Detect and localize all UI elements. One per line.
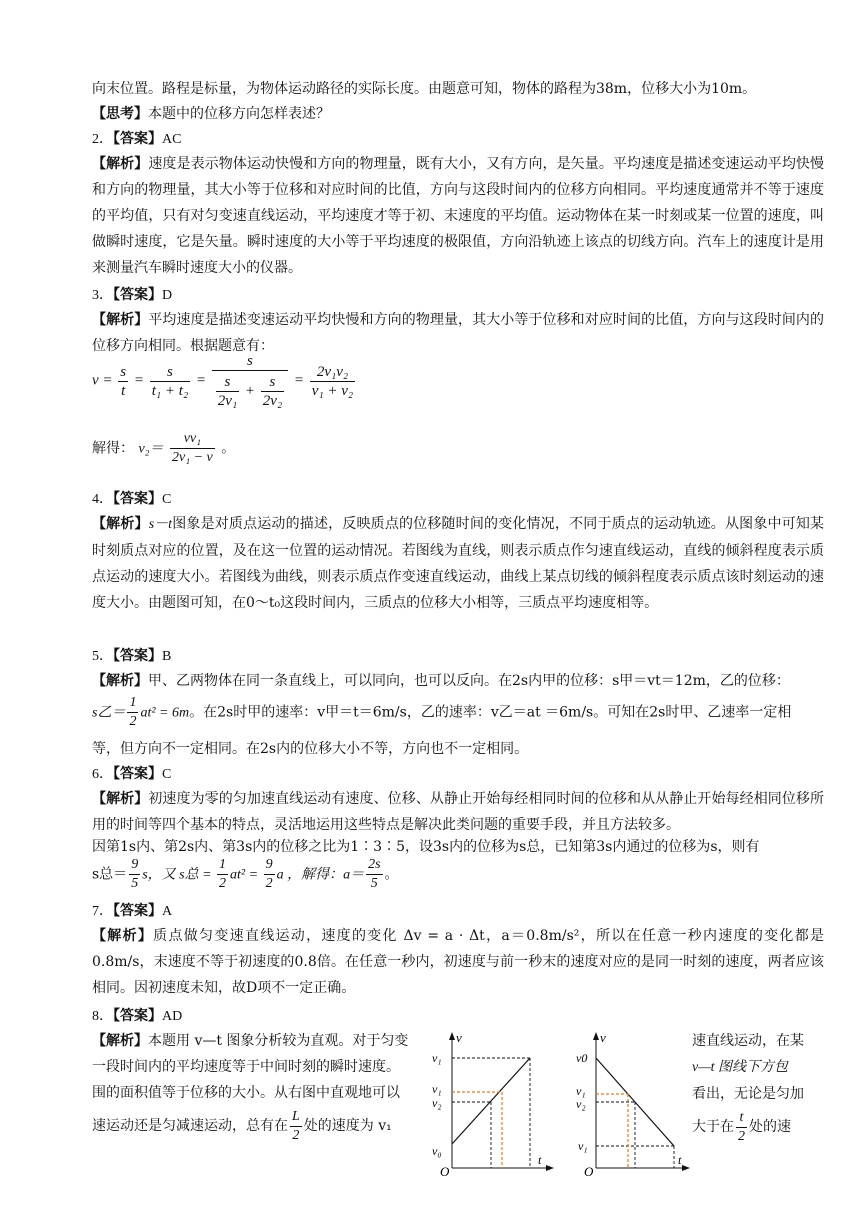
q3-equation bbox=[92, 352, 357, 410]
explanation-tag: 【解析】 bbox=[92, 673, 148, 689]
paragraph-text: 向末位置。路程是标量，为物体运动路径的实际长度。由题意可知，物体的路程为38m，位移大小为10m。 bbox=[92, 81, 757, 97]
q5-answer bbox=[92, 643, 824, 670]
numerator: s bbox=[216, 373, 239, 392]
numerator: 1 bbox=[217, 856, 228, 875]
label-v0: v₀ bbox=[432, 1144, 442, 1158]
explanation-text: 平均速度是描述变速运动平均快慢和方向的物理量，其大小等于位移和对应时间的比值，方向与这段时间内的位移方向相同。根据题意有： bbox=[92, 312, 825, 354]
numerator: s bbox=[261, 373, 284, 392]
answer-tag: 【答案】 bbox=[113, 1008, 162, 1024]
explanation-tag: 【解析】 bbox=[92, 312, 149, 328]
eq-symbol: = bbox=[102, 372, 113, 389]
text-line bbox=[692, 1107, 824, 1147]
fraction bbox=[127, 694, 138, 731]
text-line bbox=[692, 1081, 824, 1107]
denominator: 2v₁ − v bbox=[172, 450, 213, 465]
denominator: 2 bbox=[129, 714, 137, 729]
explanation-text: 本题用 v—t 图象分析较为直观。对于匀变 bbox=[148, 1033, 409, 1049]
denominator: 2v₁ bbox=[217, 393, 238, 409]
label-v0: v0 bbox=[576, 1051, 588, 1065]
q8-answer bbox=[92, 1003, 824, 1030]
text-line bbox=[92, 76, 824, 102]
denominator: 2v₂ bbox=[262, 393, 283, 409]
t-axis-arrow bbox=[546, 1165, 554, 1171]
math-term: s，又 s总 = bbox=[142, 867, 216, 883]
answer-value: D bbox=[162, 288, 173, 303]
think-text: 本题中的位移方向怎样表述？ bbox=[148, 106, 330, 122]
fraction bbox=[170, 430, 215, 467]
eq-symbol: v bbox=[92, 372, 99, 389]
denominator: 5 bbox=[131, 876, 139, 891]
answer-tag: 【答案】 bbox=[113, 131, 162, 147]
explanation-text: 围的面积值等于位移的大小。从右图中直观地可以 bbox=[92, 1085, 400, 1101]
numerator: 9 bbox=[129, 856, 140, 875]
q8-right-column bbox=[692, 1028, 824, 1147]
text-line bbox=[92, 1054, 424, 1080]
eq-symbol: v₂＝ bbox=[138, 441, 164, 457]
denominator: 2 bbox=[292, 1127, 300, 1143]
label-v1-mid: v₁ bbox=[576, 1084, 586, 1098]
explanation-text: 质点做匀变速直线运动，速度的变化 Δv = a · Δt，a＝0.8m/s²，所以在任意一秒内速度的变化都是0.8m/s，末速度不等于初速度的0.8倍。在任意一秒内，初速度与前一秒末的速度对应的是同一时刻的速度，两者应该相同。因初速度未知，故D项不一定正确。 bbox=[92, 928, 825, 996]
numerator: 2v₁v₂ bbox=[310, 363, 355, 382]
fraction bbox=[310, 363, 355, 400]
explanation-tag: 【解析】 bbox=[92, 928, 154, 944]
text-line bbox=[692, 1028, 824, 1054]
numerator: 2s bbox=[366, 856, 382, 875]
numerator: s bbox=[150, 363, 190, 382]
axis-label-v: v bbox=[456, 1030, 462, 1045]
label-v1-mid: v₁ bbox=[432, 1082, 442, 1096]
math-term: s总＝ bbox=[92, 866, 128, 883]
explanation-tag: 【解析】 bbox=[92, 791, 149, 807]
fraction bbox=[264, 856, 275, 893]
answer-tag: 【答案】 bbox=[113, 491, 162, 507]
v-axis-arrow bbox=[449, 1032, 455, 1040]
explanation-tag: 【解析】 bbox=[92, 1033, 148, 1049]
label-v2: v₂ bbox=[576, 1097, 586, 1111]
denominator: t bbox=[121, 382, 126, 399]
explanation-text: 甲、乙两物体在同一条直线上，可以同向，也可以反向。在2s内甲的位移：s甲＝vt＝12m，乙的位移： bbox=[148, 673, 790, 689]
q3-solution bbox=[92, 430, 824, 467]
origin-label: O bbox=[440, 1164, 450, 1178]
q4-answer bbox=[92, 486, 824, 513]
eq-symbol: + bbox=[244, 382, 256, 399]
denominator: 2 bbox=[265, 876, 273, 891]
denominator: t₁ + t₂ bbox=[151, 382, 189, 399]
answer-value: B bbox=[162, 649, 172, 664]
explanation-text: 处的速 bbox=[749, 1119, 791, 1135]
velocity-line bbox=[452, 1058, 530, 1144]
label-v1-top: v₁ bbox=[432, 1051, 442, 1065]
eq-symbol: = bbox=[293, 372, 305, 389]
answer-tag: 【答案】 bbox=[113, 903, 162, 919]
answer-value: C bbox=[162, 767, 172, 782]
eq-symbol: = bbox=[195, 372, 207, 389]
explanation-text: 大于在 bbox=[692, 1119, 734, 1135]
question-number: 2． bbox=[92, 132, 113, 147]
solution-label: 解得： bbox=[92, 440, 134, 457]
question-number: 4． bbox=[92, 492, 113, 507]
answer-value: A bbox=[162, 904, 173, 919]
denominator: 5 bbox=[370, 876, 378, 891]
think-tag: 【思考】 bbox=[92, 106, 148, 122]
q6-explanation bbox=[92, 786, 824, 838]
explanation-text: 速度是表示物体运动快慢和方向的物理量，既有大小，又有方向，是矢量。平均速度是描述变速运动平均快慢和方向的物理量，其大小等于位移和对应时间的比值，方向与这段时间内的位移方向相同。平均速度通常并不等于速度的平均值，只有对匀变速直线运动，平均速度才等于初、末速度的平均值。运动物体在某一时刻或某一位置的速度，叫做瞬时速度，它是矢量。瞬时速度的大小等于平均速度的极限值，方向沿轨迹上该点的切线方向。汽车上的速度计是用来测量汽车瞬时速度大小的仪器。 bbox=[92, 156, 825, 276]
explanation-text: 速直线运动，在某 bbox=[692, 1033, 804, 1049]
q5-explanation-cont bbox=[92, 694, 824, 731]
question-number: 8． bbox=[92, 1009, 113, 1024]
numerator: s bbox=[120, 363, 127, 380]
explanation-tag: 【解析】 bbox=[92, 156, 149, 172]
answer-value: AD bbox=[162, 1009, 183, 1024]
explanation-text: 处的速度为 v₁ bbox=[303, 1118, 392, 1134]
think-line bbox=[92, 101, 824, 127]
axis-label-v: v bbox=[600, 1030, 606, 1045]
math-term: at² = 6m bbox=[140, 705, 190, 721]
fraction bbox=[261, 373, 284, 410]
fraction bbox=[366, 856, 382, 893]
question-number: 7． bbox=[92, 904, 113, 919]
q5-explanation-end bbox=[92, 736, 824, 762]
numerator: s bbox=[212, 352, 288, 371]
answer-tag: 【答案】 bbox=[113, 766, 162, 782]
math-term: s乙＝ bbox=[92, 705, 126, 721]
question-number: 6． bbox=[92, 767, 113, 782]
denominator: v₁ + v₂ bbox=[311, 382, 354, 399]
vt-graph-decelerating bbox=[574, 1028, 699, 1178]
fraction bbox=[129, 856, 140, 893]
explanation-text: 等，但方向不一定相同。在2s内的位移大小不等，方向也不一定相同。 bbox=[92, 741, 529, 757]
explanation-text: 速运动还是匀减速运动，总有在 bbox=[92, 1118, 288, 1134]
explanation-text: 一段时间内的平均速度等于中间时刻的瞬时速度。 bbox=[92, 1059, 400, 1075]
fraction bbox=[290, 1108, 302, 1145]
q3-answer bbox=[92, 282, 824, 309]
axis-label-t: t bbox=[678, 1153, 682, 1167]
text-line bbox=[92, 1080, 424, 1106]
numerator: 1 bbox=[127, 694, 138, 713]
explanation-text: 因第1s内、第2s内、第3s内的位移之比为1∶3∶5，设3s内的位移为s总，已知第3s内通过的位移为s，则有 bbox=[92, 839, 760, 855]
numerator: t bbox=[736, 1109, 747, 1128]
math-term: s－t bbox=[148, 517, 173, 532]
answer-tag: 【答案】 bbox=[113, 287, 162, 303]
math-term: a ，解得：a＝ bbox=[276, 867, 365, 883]
q4-explanation bbox=[92, 511, 824, 616]
label-v2: v₂ bbox=[432, 1096, 442, 1110]
numerator: 9 bbox=[264, 856, 275, 875]
explanation-text: 图象是对质点运动的描述，反映质点的位移随时间的变化情况，不同于质点的运动轨迹。从图象中可知某时刻质点对应的位置，及在这一位置的运动情况。若图线为直线，则表示质点作匀速直线运动，直线的倾斜程度表示质点运动的速度大小。若图线为曲线，则表示质点作变速直线运动，曲线上某点切线的倾斜程度表示质点该时刻运动的速度大小。由题图可知，在0～t₀这段时间内，三质点的位移大小相等，三质点平均速度相等。 bbox=[92, 516, 825, 611]
explanation-tag: 【解析】 bbox=[92, 516, 149, 532]
q2-answer bbox=[92, 126, 824, 153]
q6-answer bbox=[92, 761, 824, 788]
q5-explanation bbox=[92, 668, 824, 694]
t-axis-arrow bbox=[682, 1165, 690, 1171]
explanation-text: 看出，无论是匀加 bbox=[692, 1086, 804, 1102]
axis-label-t: t bbox=[538, 1153, 542, 1167]
v-axis-arrow bbox=[593, 1032, 599, 1040]
fraction bbox=[217, 856, 228, 893]
answer-value: AC bbox=[162, 132, 182, 147]
text-line bbox=[92, 1028, 424, 1054]
text-line bbox=[692, 1054, 824, 1081]
fraction bbox=[216, 373, 239, 410]
explanation-text: 初速度为零的匀加速直线运动有速度、位移、从静止开始每经相同时间的位移和从从静止开始每经相同位移所用的时间等四个基本的特点，灵活地运用这些特点是解决此类问题的重要手段，并且方法较多。 bbox=[92, 791, 825, 833]
q8-left-column bbox=[92, 1028, 424, 1146]
answer-value: C bbox=[162, 492, 172, 507]
question-number: 3． bbox=[92, 288, 113, 303]
denominator bbox=[212, 371, 288, 410]
punctuation: 。 bbox=[221, 440, 236, 457]
fraction bbox=[150, 363, 190, 400]
q7-answer bbox=[92, 898, 824, 925]
numerator: L bbox=[290, 1108, 302, 1127]
compound-fraction bbox=[212, 352, 288, 410]
punctuation: 。 bbox=[384, 866, 399, 883]
vt-graph-accelerating bbox=[430, 1028, 555, 1178]
answer-tag: 【答案】 bbox=[113, 648, 162, 664]
origin-label: O bbox=[584, 1164, 594, 1178]
explanation-text: v—t 图线下方包 bbox=[692, 1060, 789, 1075]
question-number: 5． bbox=[92, 649, 113, 664]
math-term: at² = bbox=[230, 867, 262, 883]
fraction bbox=[118, 363, 128, 400]
label-v1-bottom: v₁ bbox=[578, 1139, 588, 1153]
fraction bbox=[736, 1109, 747, 1146]
q2-explanation bbox=[92, 151, 824, 281]
eq-symbol: = bbox=[133, 372, 145, 389]
text-line bbox=[92, 1106, 424, 1146]
numerator: vv₁ bbox=[170, 430, 215, 449]
denominator: 2 bbox=[219, 876, 227, 891]
explanation-text: 。在2s时甲的速率：v甲＝t＝6m/s，乙的速率：v乙＝at ＝6m/s。可知在2s时甲、乙速率一定相 bbox=[189, 704, 792, 721]
q6-formula-line bbox=[92, 856, 824, 893]
q7-explanation bbox=[92, 923, 824, 1001]
denominator: 2 bbox=[738, 1128, 745, 1144]
